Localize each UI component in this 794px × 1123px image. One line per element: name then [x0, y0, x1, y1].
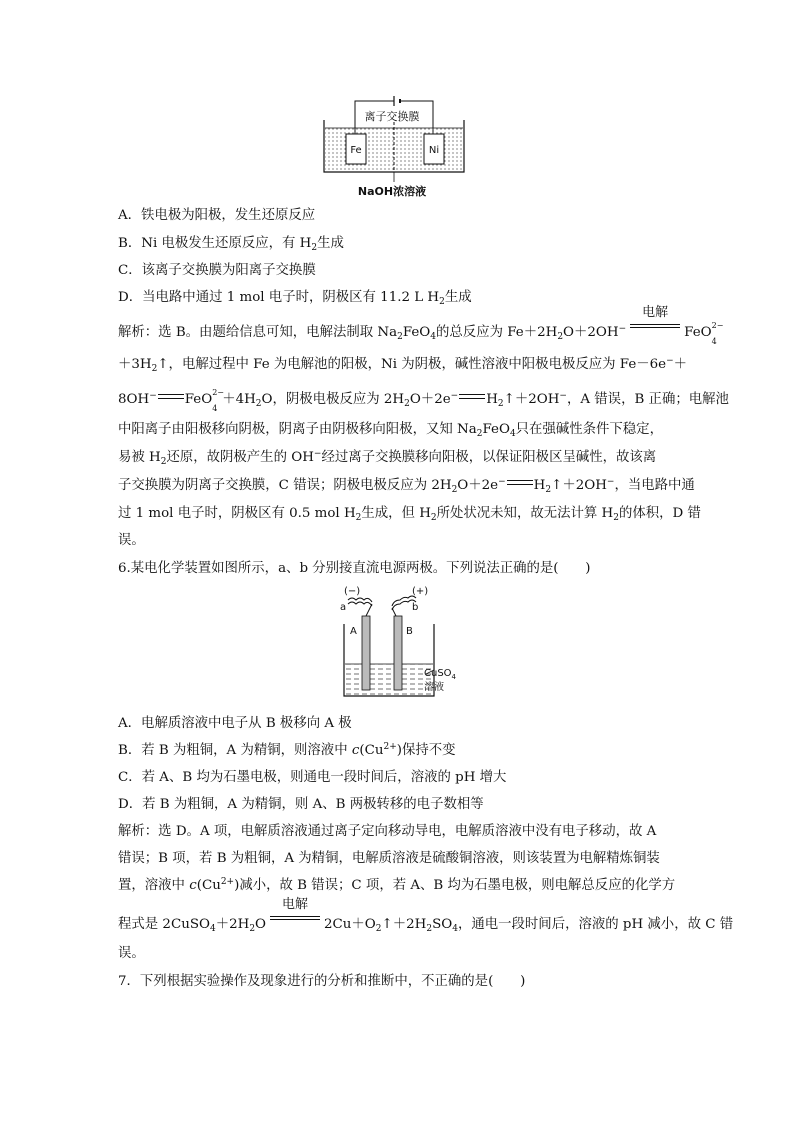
q6-option-c: C．若 A、B 均为石墨电极，则通电一段时间后，溶液的 pH 增大 [118, 770, 507, 785]
q7-stem: 7．下列根据实验操作及现象进行的分析和推断中，不正确的是( ) [118, 974, 526, 989]
membrane-label: 离子交换膜 [364, 110, 420, 123]
q5-option-d: D．当电路中通过 1 mol 电子时，阴极区有 11.2 L $H_2$生成 [118, 290, 472, 307]
q5-option-a: A．铁电极为阳极，发生还原反应 [118, 208, 316, 223]
q6-analysis-line-1: 解析：选 D。A 项，电解质溶液通过离子定向移动导电，电解质溶液中没有电子移动，故 A [118, 824, 657, 839]
figure1-caption: NaOH浓溶液 [357, 185, 427, 198]
q6-analysis-line-2: 错误；B 项，若 B 为粗铜，A 为精铜，电解质溶液是硫酸铜溶液，则该装置为电解精炼铜装 [118, 851, 660, 866]
electrolysis-arrow-2: 电解 [270, 912, 320, 930]
electrolysis-cell-figure [320, 92, 470, 204]
q5-option-c: C．该离子交换膜为阳离子交换膜 [118, 263, 316, 278]
q6-stem: 6.某电化学装置如图所示，a、b 分别接直流电源两极。下列说法正确的是( ) [118, 561, 591, 576]
q6-analysis-line-3: 置，溶液中 $c(Cu^{2+})$减小，故 B 错误；C 项，若 A、B 均为石墨电极，则电解总反应的化学方 [118, 877, 676, 893]
q5-analysis-line-2: $+3H_2↑$，电解过程中 Fe 为电解池的阳极，Ni 为阴极，碱性溶液中阳极电极反应为 Fe－6e−＋ [118, 356, 688, 374]
q6-option-a: A．电解质溶液中电子从 B 极移向 A 极 [118, 716, 352, 731]
q5-analysis-line-7: 过 1 mol 电子时，阴极区有 0.5 mol $H_2$生成，但 $H_2$所处状况未知，故无法计算 $H_2$的体积，D 错 [118, 506, 701, 523]
electrode-B-label: B [406, 626, 413, 637]
solution-formula-label: CuSO$_4$ [424, 668, 457, 681]
q6-option-d: D．若 B 为粗铜，A 为精铜，则 A、B 两极转移的电子数相等 [118, 797, 484, 812]
electrolysis-arrow: 电解 [630, 320, 680, 338]
q5-analysis-line-3: 8OH− FeO 2− 4 $+4H_2O$，阴极电极反应为 $2H_2O+2e^-$ $H_2↑+2OH^-$，A 错误，B 正确；电解池 [118, 388, 729, 413]
q5-analysis-line-4: 中阳离子由阳极移向阴极，阴离子由阴极移向阳极，又知 $Na_2FeO_4$只在强碱性条件下稳定， [118, 422, 663, 439]
q5-analysis-line-5: 易被 $H_2$还原，故阴极产生的 OH−经过离子交换膜移向阳极，以保证阳极区呈碱性，故该离 [118, 449, 657, 467]
q5-analysis-line-6: 子交换膜为阴离子交换膜，C 错误；阴极电极反应为 $2H_2O+2e^-$ $H_2↑+2OH^-$，当电路中通 [118, 477, 695, 495]
q6-analysis-line-4: 程式是 $2CuSO_4+2H_2O$ 电解 $2Cu+O_2↑+2H_2SO_4$，通电一段时间后，溶液的 pH 减小，故 C 错 [118, 897, 734, 934]
q5-option-b: B．Ni 电极发生还原反应，有 $H_2$生成 [118, 236, 344, 253]
electrode-A-label: A [350, 626, 357, 637]
q5-analysis-line-8: 误。 [118, 533, 145, 548]
fe-electrode-label: Fe [350, 145, 362, 156]
ni-electrode-label: Ni [428, 145, 440, 156]
negative-terminal-label: (−) [344, 586, 361, 597]
terminal-a-label: a [340, 602, 347, 613]
q5-analysis-line-1: 解析：选 B。由题给信息可知，电解法制取 $Na_2FeO_4$的总反应为 $Fe+2H_2O+2OH^-$ 电解 FeO 2− 4 [118, 305, 724, 346]
beaker-cell-figure [330, 582, 460, 706]
q6-analysis-line-5: 误。 [118, 946, 145, 961]
solution-word-label: 溶液 [424, 682, 444, 693]
positive-terminal-label: (+) [412, 586, 429, 597]
terminal-b-label: b [412, 602, 419, 613]
q6-option-b: B．若 B 为粗铜，A 为精铜，则溶液中 $c(Cu^{2+})$保持不变 [118, 742, 456, 758]
